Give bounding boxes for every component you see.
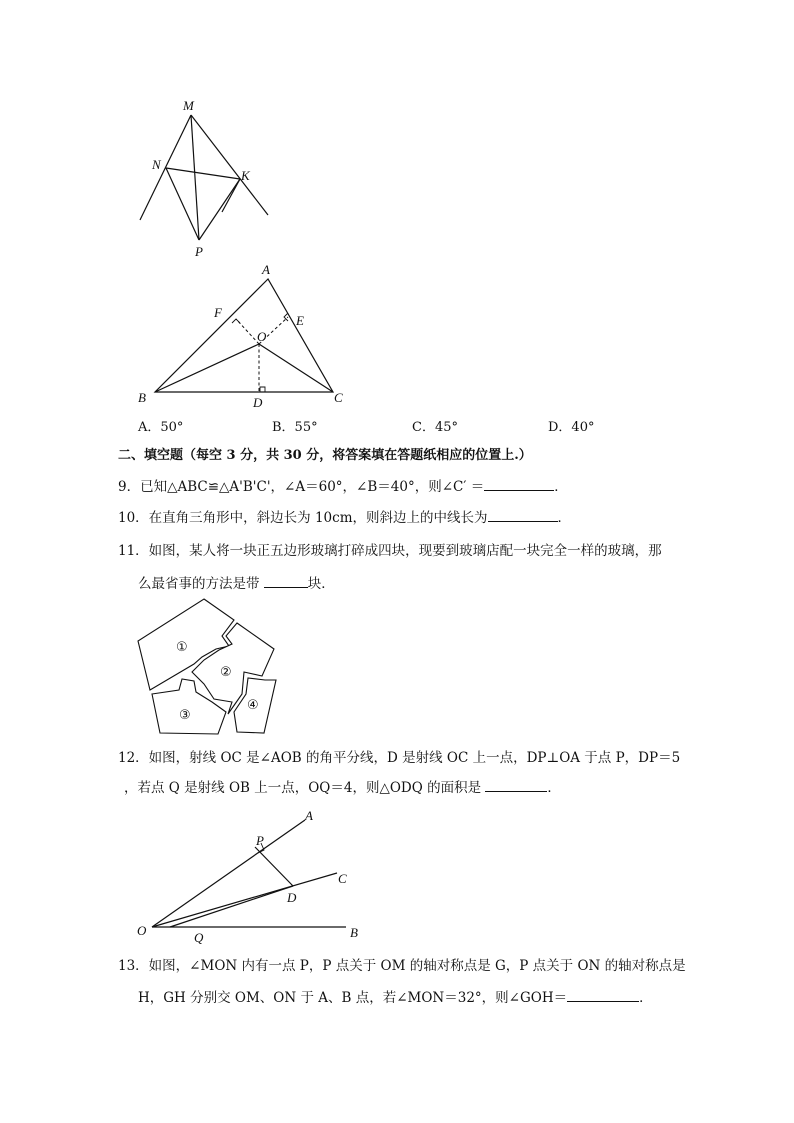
label-d: D <box>287 890 297 905</box>
figure-kite-mnpk <box>130 95 280 265</box>
label-c: C <box>338 871 347 886</box>
label-m: M <box>183 98 194 113</box>
section-heading: 二、填空题（每空 3 分，共 30 分，将答案填在答题纸相应的位置上.） <box>118 448 532 463</box>
label-c: C <box>334 390 343 405</box>
question-13-line1: 13．如图，∠MON 内有一点 P，P 点关于 OM 的轴对称点是 G，P 点关于 ON 的轴对称点是 <box>118 958 686 974</box>
question-9 <box>118 477 568 497</box>
label-k: K <box>241 168 250 183</box>
q9-end: ． <box>554 479 568 495</box>
q9-text: 9．已知△ABC≌△A'B'C'，∠A＝60°，∠B＝40°，则∠C′ ＝ <box>118 479 485 495</box>
q12-text: ，若点 Q 是射线 OB 上一点，OQ＝4，则△ODQ 的面积是 <box>124 780 486 796</box>
question-11-line1: 11．如图，某人将一块正五边形玻璃打碎成四块，现要到玻璃店配一块完全一样的玻璃，那 <box>118 543 662 559</box>
q10-text: 10．在直角三角形中，斜边长为 10cm，则斜边上的中线长为 <box>118 510 488 526</box>
label-p: P <box>256 833 264 848</box>
figure-triangle-abc <box>135 262 355 410</box>
option-a: A．50° <box>138 420 184 435</box>
question-13-line2 <box>138 988 653 1008</box>
piece-2: ② <box>220 665 232 680</box>
question-12-line2 <box>124 778 561 798</box>
option-d: D．40° <box>548 420 595 435</box>
label-f: F <box>214 305 222 320</box>
option-b: B．55° <box>272 420 318 435</box>
question-10 <box>118 508 571 528</box>
q12-answer-blank[interactable] <box>485 779 547 792</box>
piece-3: ③ <box>179 708 191 723</box>
question-12-line1: 12．如图，射线 OC 是∠AOB 的角平分线，D 是射线 OC 上一点，DP⊥OA 于点 P，DP＝5 <box>118 750 681 766</box>
question-11-line2 <box>138 574 335 594</box>
label-b: B <box>350 925 358 940</box>
label-o: O <box>137 923 147 938</box>
q11-text: 么最省事的方法是带 <box>138 576 264 592</box>
piece-1: ① <box>176 640 188 655</box>
q13-answer-blank[interactable] <box>567 989 639 1002</box>
q9-answer-blank[interactable] <box>484 478 554 491</box>
q10-answer-blank[interactable] <box>488 509 558 522</box>
label-b: B <box>138 390 146 405</box>
label-e: E <box>296 313 304 328</box>
label-a: A <box>305 808 313 823</box>
q10-end: ． <box>557 510 572 526</box>
label-o: O <box>257 329 267 344</box>
q11-end: 块． <box>307 576 335 592</box>
label-p: P <box>195 244 203 259</box>
figure-angle-bisector <box>130 800 370 948</box>
label-q: Q <box>194 930 204 945</box>
label-d: D <box>253 395 263 410</box>
label-a: A <box>262 262 270 277</box>
q13-end: ． <box>639 990 653 1006</box>
q12-end: ． <box>547 780 561 796</box>
q13-text: H，GH 分别交 OM、ON 于 A、B 点，若∠MON＝32°，则∠GOH＝ <box>138 990 568 1006</box>
piece-4: ④ <box>247 698 259 713</box>
label-n: N <box>152 157 161 172</box>
figure-broken-pentagon <box>134 594 284 738</box>
option-c: C．45° <box>412 420 458 435</box>
q11-answer-blank[interactable] <box>264 575 308 588</box>
